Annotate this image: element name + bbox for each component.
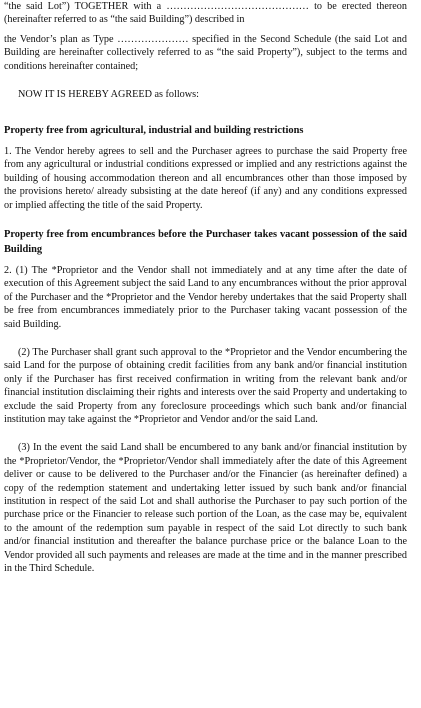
clause-1: 1. The Vendor hereby agrees to sell and the Purchaser agrees to purchase the said Property free from any agricultural or industrial conditions expressed or implied and any restrictions against the building of housing accommodation thereon and all encumbrances other than those imposed by the provisions hereto/ already subsisting at the date hereof (if any) and any conditions expressed or implied affecting the title of the said Property. [4,145,407,211]
clause-2-2: (2) The Purchaser shall grant such approval to the *Proprietor and the Vendor encumbering the said Land for the purpose of obtaining credit facilities from any bank and/or financial institution only if the Purchaser has first received confirmation in writing from the relevant bank and/or financial institution disclaiming their rights and interests over the said Property and undertaking to exclude the said Property from any foreclosure proceedings which such bank and/or financial institution may take against the *Proprietor and Vendor and/or the said Land. [4,347,407,426]
intro-paragraph-2: the Vendor’s plan as Type ………………… specified in the Second Schedule (the said Lot and Building are hereinafter collectively referred to as “the said Property”), subject to the terms and conditions hereinafter contained; [4,33,407,72]
clause-2-3: (3) In the event the said Land shall be encumbered to any bank and/or financial institution by the *Proprietor/Vendor, the *Proprietor/Vendor shall immediately after the date of this Agreement deliver or cause to be delivered to the Purchaser and/or the Financier (as hereinafter defined) a copy of the redemption statement and undertaking letter issued by such bank and/or financial institution in respect of the said Lot and shall authorise the Purchaser to pay such portion of the purchase price or the Financier to release such portion of the Loan, as the case may be, equivalent to the amount of the redemption sum payable in respect of the said Lot directly to such bank and/or financial institution and thereafter the balance purchase price or the balance Loan to the Vendor provided all such payments and releases are made at the time and in the manner prescribed in the Third Schedule. [4,442,407,575]
agreement-statement: NOW IT IS HEREBY AGREED as follows: [18,89,199,101]
heading-restrictions: Property free from agricultural, industrial and building restrictions [4,125,304,137]
heading-encumbrances: Property free from encumbrances before the Purchaser takes vacant possession of the said Building [4,228,407,256]
clause-2-1: 2. (1) The *Proprietor and the Vendor shall not immediately and at any time after the date of execution of this Agreement subject the said Land to any encumbrances without the prior approval of the Purchaser and the *Proprietor and the Vendor hereby undertakes that the said Property shall be free from encumbrances immediately prior to the Purchaser taking vacant possession of the said Building. [4,264,407,330]
document-page [4,0,407,576]
intro-paragraph-1: “the said Lot”) TOGETHER with a …………………………………… to be erected thereon (hereinafter referred to as “the said Building”) described in [4,1,407,26]
